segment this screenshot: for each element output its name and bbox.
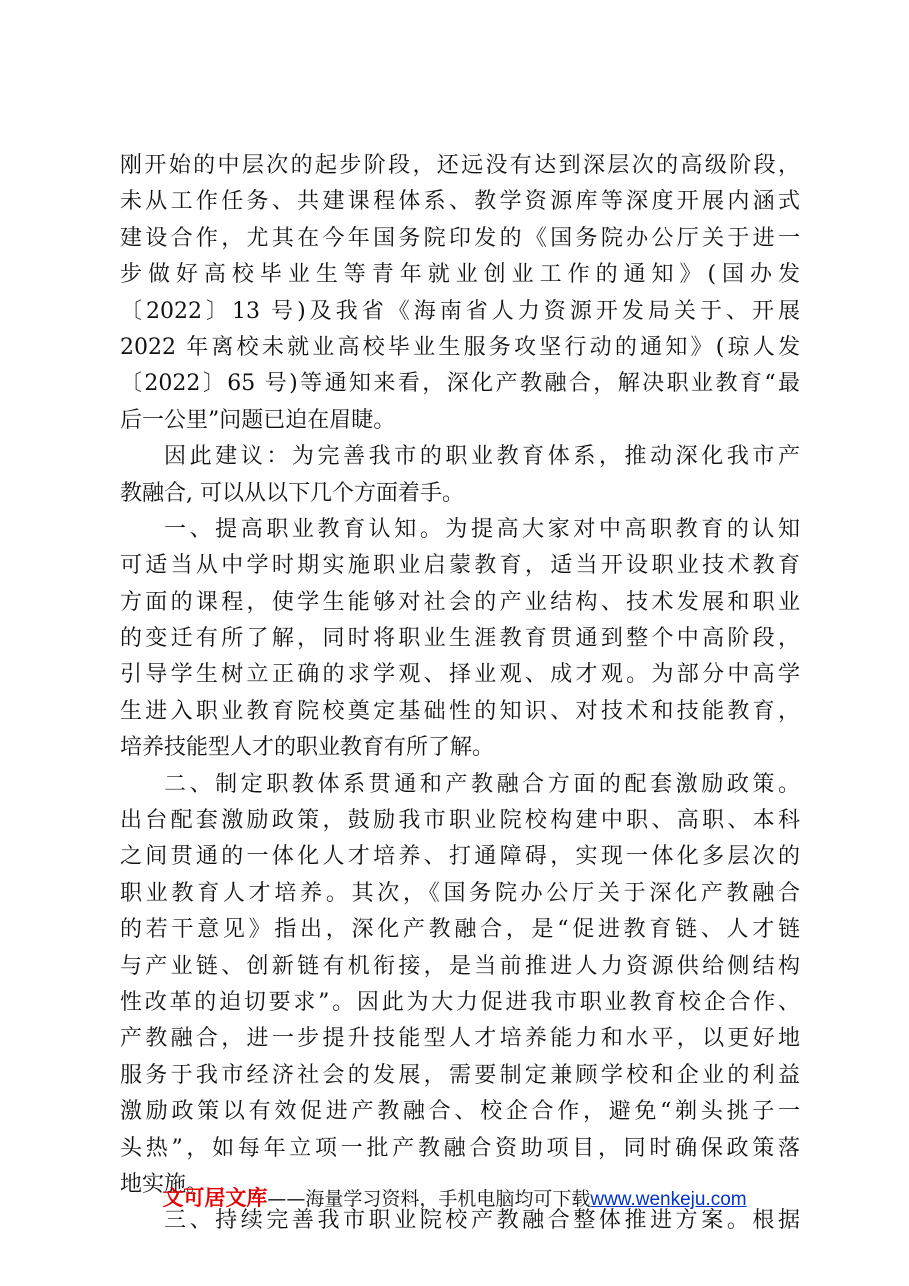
text-line: 方面的课程，使学生能够对社会的产业结构、技术发展和职业 xyxy=(120,589,800,615)
text-line: 后一公里”问题已迫在眉睫。 xyxy=(120,407,396,433)
footer-tagline: ——海量学习资料，手机电脑均可下载 xyxy=(267,1188,591,1210)
text-line: 〔2022〕13 号)及我省《海南省人力资源开发局关于、开展 xyxy=(120,298,800,324)
text-line: 的若干意见》指出，深化产教融合，是“促进教育链、人才链 xyxy=(120,917,800,943)
text-line: 性改革的迫切要求”。因此为大力促进我市职业教育校企合作、 xyxy=(120,989,800,1015)
text-line: 职业教育人才培养。其次，《国务院办公厅关于深化产教融合 xyxy=(120,880,800,906)
text-line: 激励政策以有效促进产教融合、校企合作，避免“剃头挑子一 xyxy=(120,1099,800,1125)
text-line: 出台配套激励政策，鼓励我市职业院校构建中职、高职、本科 xyxy=(120,808,800,834)
text-line: 二、制定职教体系贯通和产教融合方面的配套激励政策。 xyxy=(164,771,800,797)
text-line: 一、提高职业教育认知。为提高大家对中高职教育的认知 xyxy=(164,516,800,542)
body-text xyxy=(120,148,800,1240)
text-line: 可适当从中学时期实施职业启蒙教育，适当开设职业技术教育 xyxy=(120,553,800,579)
text-line: 〔2022〕65 号)等通知来看，深化产教融合，解决职业教育“最 xyxy=(120,371,800,397)
text-line: 建设合作，尤其在今年国务院印发的《国务院办公厅关于进一 xyxy=(120,225,800,251)
text-line: 引导学生树立正确的求学观、择业观、成才观。为部分中高学 xyxy=(120,662,800,688)
text-line: 未从工作任务、共建课程体系、教学资源库等深度开展内涵式 xyxy=(120,189,800,215)
text-line: 生进入职业教育院校奠定基础性的知识、对技术和技能教育， xyxy=(120,698,800,724)
text-line: 产教融合，进一步提升技能型人才培养能力和水平，以更好地 xyxy=(120,1026,800,1052)
text-line: 因此建议：为完善我市的职业教育体系，推动深化我市产 xyxy=(164,444,800,470)
text-line: 步做好高校毕业生等青年就业创业工作的通知》(国办发 xyxy=(120,262,800,288)
text-line: 三、持续完善我市职业院校产教融合整体推进方案。根据 xyxy=(164,1208,800,1234)
footer-banner xyxy=(0,1182,909,1212)
text-line: 教融合, 可以从以下几个方面着手。 xyxy=(120,480,464,506)
text-line: 与产业链、创新链有机衔接，是当前推进人力资源供给侧结构 xyxy=(120,953,800,979)
footer-brand: 文可居文库 xyxy=(162,1186,268,1210)
text-line: 2022 年离校未就业高校毕业生服务攻坚行动的通知》(琼人发 xyxy=(120,334,800,360)
text-line: 的变迁有所了解，同时将职业生涯教育贯通到整个中高阶段， xyxy=(120,626,800,652)
text-line: 刚开始的中层次的起步阶段，还远没有达到深层次的高级阶段， xyxy=(120,153,800,178)
text-line: 服务于我市经济社会的发展，需要制定兼顾学校和企业的利益 xyxy=(120,1062,800,1088)
text-line: 之间贯通的一体化人才培养、打通障碍，实现一体化多层次的 xyxy=(120,844,800,870)
footer-link[interactable]: www.wenkeju.com xyxy=(590,1189,747,1210)
text-line: 头热”，如每年立项一批产教融合资助项目，同时确保政策落 xyxy=(120,1135,800,1161)
text-line: 培养技能型人才的职业教育有所了解。 xyxy=(120,735,495,761)
text-line: 地实施。 xyxy=(120,1171,209,1197)
